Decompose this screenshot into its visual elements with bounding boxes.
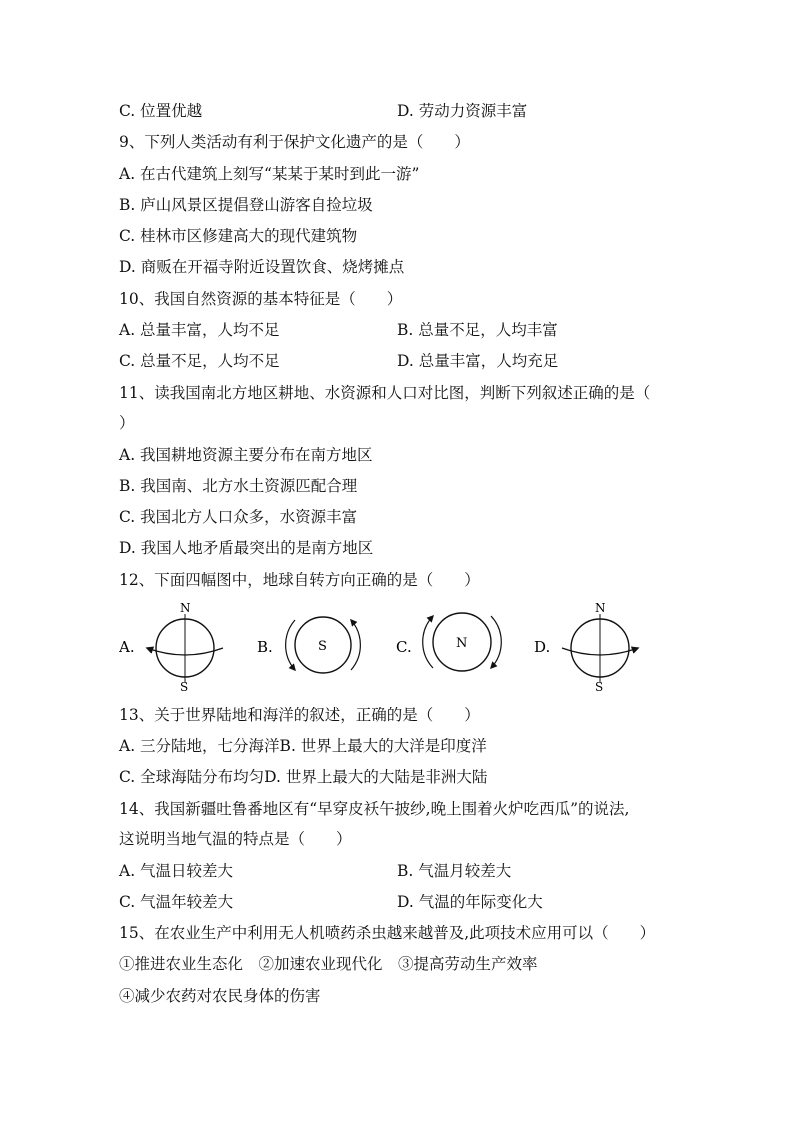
q11-option-b: B. 我国南、北方水土资源匹配合理 <box>119 477 358 495</box>
fig-label-b: B. <box>257 638 273 656</box>
q14-stem: 14、我国新疆吐鲁番地区有“早穿皮袄午披纱,晚上围着火炉吃西瓜”的说法, <box>119 800 630 818</box>
q9-option-a: A. 在古代建筑上刻写“某某于某时到此一游” <box>119 165 420 183</box>
q11-option-a: A. 我国耕地资源主要分布在南方地区 <box>119 446 373 464</box>
q10-option-b: B. 总量不足，人均丰富 <box>397 321 558 339</box>
q11-option-c: C. 我国北方人口众多，水资源丰富 <box>119 508 358 526</box>
globe-d-north: N <box>595 601 606 615</box>
globe-d <box>562 601 638 694</box>
q15-options: ①推进农业生态化 ②加速农业现代化 ③提高劳动生产效率 <box>119 955 538 973</box>
q14-option-c: C. 气温年较差大 <box>119 893 234 911</box>
fig-label-a: A. <box>119 638 135 656</box>
fig-label-d: D. <box>534 638 551 656</box>
q12-earth-rotation-figure <box>119 598 679 694</box>
q9-option-d: D. 商贩在开福寺附近设置饮食、烧烤摊点 <box>119 258 405 276</box>
q13-stem: 13、关于世界陆地和海洋的叙述，正确的是（ ） <box>119 706 480 724</box>
fig-label-c: C. <box>396 638 412 656</box>
globe-a-south: S <box>180 680 189 694</box>
q13-options-cd: C. 全球海陆分布均匀D. 世界上最大的大陆是非洲大陆 <box>119 768 488 786</box>
globe-c <box>423 613 502 671</box>
q10-stem: 10、我国自然资源的基本特征是（ ） <box>119 290 403 308</box>
globe-d-south: S <box>595 680 604 694</box>
q10-option-a: A. 总量丰富，人均不足 <box>119 321 280 339</box>
q11-option-d: D. 我国人地矛盾最突出的是南方地区 <box>119 539 374 557</box>
q13-options-ab: A. 三分陆地，七分海洋B. 世界上最大的大洋是印度洋 <box>119 737 487 755</box>
globe-b-south: S <box>318 639 327 654</box>
q15-option-4: ④减少农药对农民身体的伤害 <box>119 987 321 1005</box>
q14-option-d: D. 气温的年际变化大 <box>397 893 543 911</box>
q9-option-b: B. 庐山风景区提倡登山游客自捡垃圾 <box>119 196 373 214</box>
q11-stem: 11、读我国南北方地区耕地、水资源和人口对比图，判断下列叙述正确的是（ <box>119 384 651 402</box>
q10-option-c: C. 总量不足，人均不足 <box>119 352 280 370</box>
q14-option-b: B. 气温月较差大 <box>397 862 512 880</box>
q9-option-c: C. 桂林市区修建高大的现代建筑物 <box>119 227 358 245</box>
globe-b <box>286 617 361 673</box>
q14-option-a: A. 气温日较差大 <box>119 862 234 880</box>
q10-option-d: D. 总量丰富，人均充足 <box>397 352 559 370</box>
q14-stem-cont: 这说明当地气温的特点是（ ） <box>119 830 352 848</box>
q8-option-c: C. 位置优越 <box>119 102 203 120</box>
q8-option-d: D. 劳动力资源丰富 <box>397 102 528 120</box>
q11-stem-cont: ） <box>119 414 135 432</box>
q12-stem: 12、下面四幅图中，地球自转方向正确的是（ ） <box>119 571 480 589</box>
globe-a-north: N <box>180 601 191 615</box>
q9-stem: 9、下列人类活动有利于保护文化遗产的是（ ） <box>119 133 470 151</box>
q15-stem: 15、在农业生产中利用无人机喷药杀虫越来越普及,此项技术应用可以（ ） <box>119 924 656 942</box>
globe-c-north: N <box>456 636 468 651</box>
globe-a <box>147 601 223 694</box>
